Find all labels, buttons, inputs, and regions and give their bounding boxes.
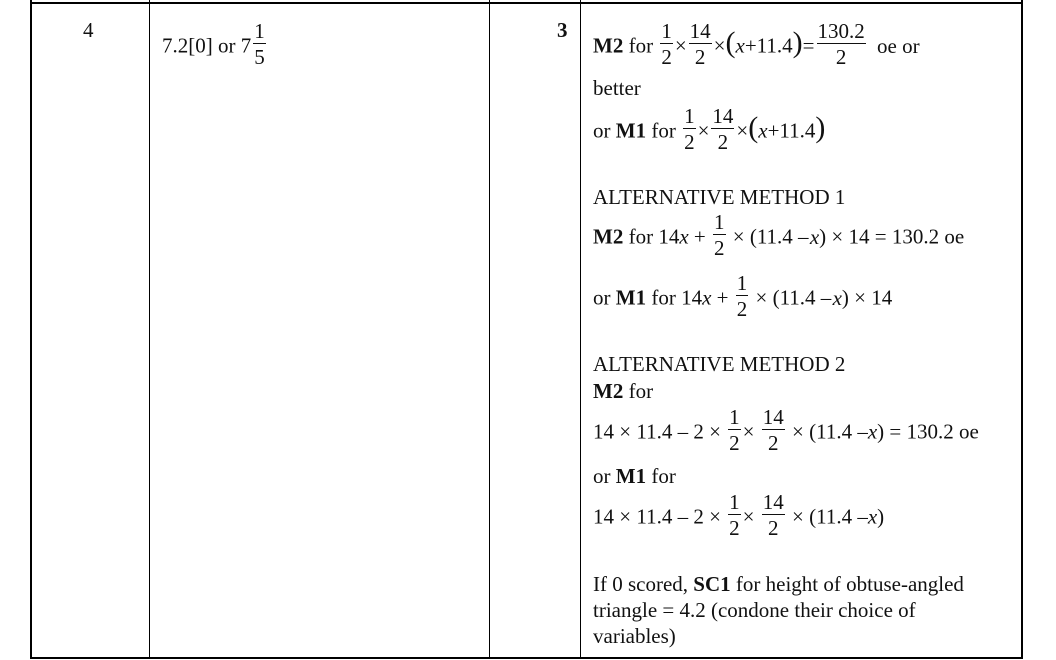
- table-top-border: [30, 2, 1023, 4]
- m2-better: better: [593, 76, 641, 100]
- alt2-m2-line: 14 × 11.4 – 2 × $\frac{1}{2}$ × $\frac{14}{2}$ × (11.4 –x) = 130.2 oe: [593, 405, 979, 456]
- question-number: 4: [83, 18, 94, 42]
- sc1-line-1: If 0 scored, SC1 for height of obtuse-angled: [593, 572, 964, 596]
- marks-value: 3: [557, 18, 568, 42]
- answer-cell: [162, 19, 268, 70]
- column-divider-2: [489, 0, 490, 659]
- alt2-m1-line: 14 × 11.4 – 2 × $\frac{1}{2}$ × $\frac{14}{2}$ × (11.4 –x): [593, 490, 885, 541]
- alt2-m2-label: M2 for: [593, 379, 654, 403]
- mark-scheme-table: [30, 0, 1023, 659]
- m1-line: or M1 for $\frac{1}{2}$ × $\frac{14}{2}$ ×(x+11.4): [593, 104, 826, 155]
- answer-fraction: $\frac{1}{5}$: [254, 19, 265, 70]
- alt-method-1-heading: ALTERNATIVE METHOD 1: [593, 185, 846, 209]
- m2-line: M2 for $\frac{1}{2}$ × $\frac{14}{2}$ ×(x+11.4)= $\frac{130.2}{2}$ oe or: [593, 19, 920, 70]
- alt1-m2-line: M2 for 14x + $\frac{1}{2}$ × (11.4 – x) × 14 = 130.2 oe: [593, 210, 965, 261]
- column-divider-1: [149, 0, 150, 659]
- answer-text: 7.2[0] or 7: [162, 33, 252, 58]
- sc1-line-3: variables): [593, 624, 676, 648]
- sc1-line-2: triangle = 4.2 (condone their choice of: [593, 598, 916, 622]
- column-divider-3: [580, 0, 581, 659]
- alt-method-2-heading: ALTERNATIVE METHOD 2: [593, 352, 846, 376]
- alt2-m1-label: or M1 for: [593, 464, 676, 488]
- alt1-m1-line: or M1 for 14x + $\frac{1}{2}$ × (11.4 – x) × 14: [593, 271, 893, 322]
